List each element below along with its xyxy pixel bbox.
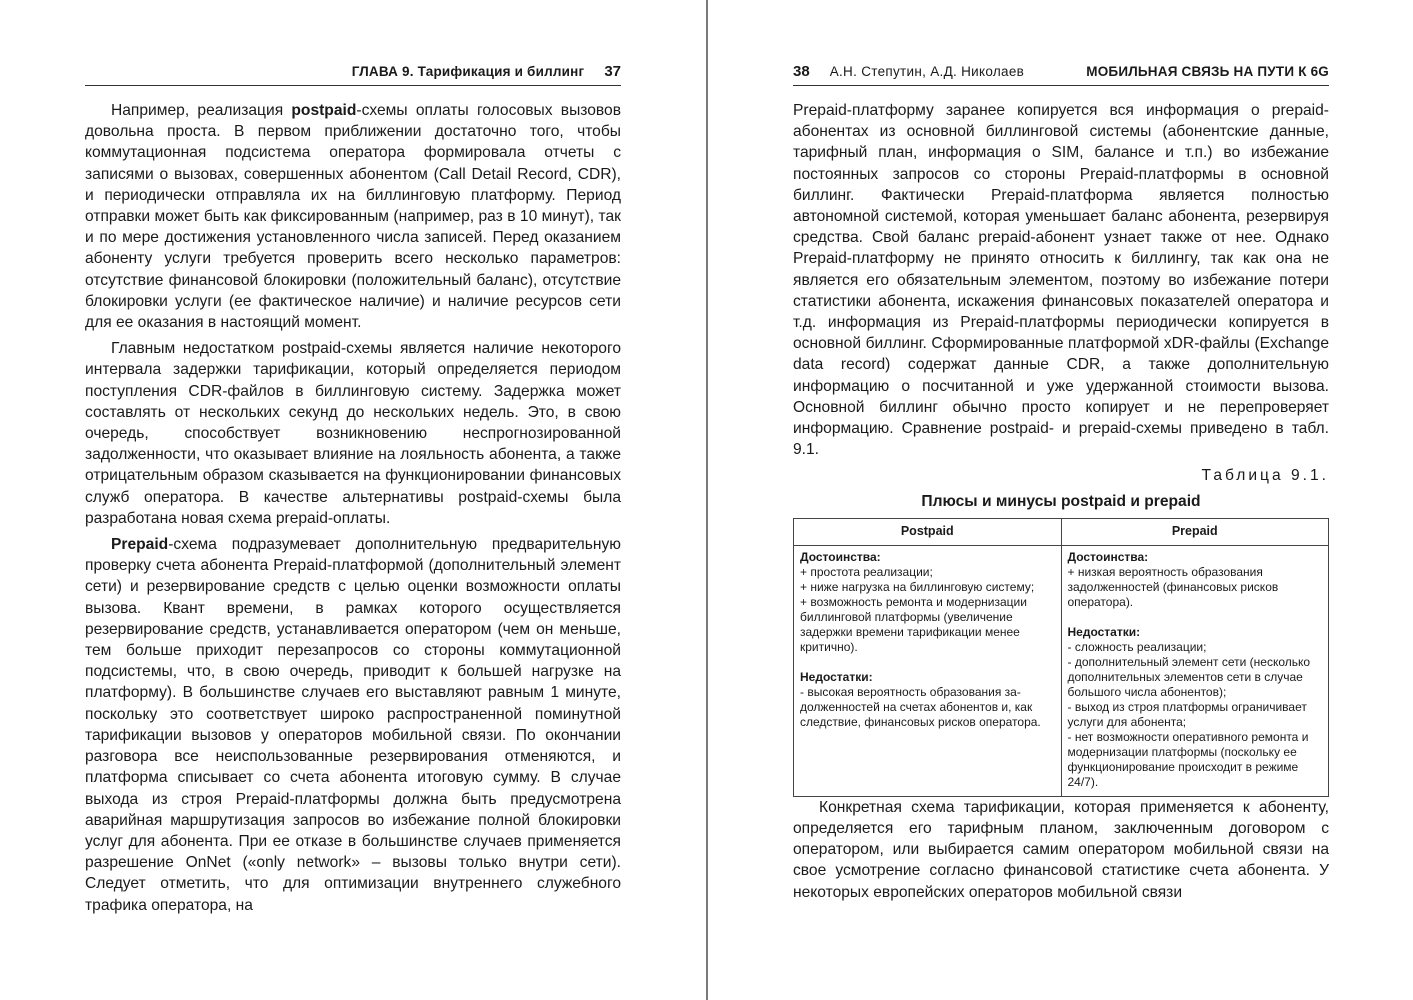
table-title: Плюсы и минусы postpaid и prepaid xyxy=(921,492,1201,510)
right-page-body xyxy=(793,100,1329,908)
column-header-postpaid: Postpaid xyxy=(794,518,1062,545)
paragraph-postpaid-drawback: Главным недостатком postpaid-схемы является наличие некоторого интервала задержки тарификации, который определяется периодом поступления CDR-файлов в биллинговую систему. Задержка может составлять от нескольких секунд до нескольких недель. Это, в свою очередь, способствует возникновению неспрогнозированной задолженности, что оказывает влияние на лояльность абонента, а также отрицательным образом сказывается на функционировании финансовых служб оператора. В качестве альтернативы postpaid-схемы была разработана новая схема prepaid-оплаты. xyxy=(85,340,621,527)
book-spine-divider xyxy=(706,0,708,1000)
paragraph-prepaid-platform: Prepaid-платформу заранее копируется вся информация о prepaid-абонентах из основной биллинговой системы (абонентские данные, тарифный план, информация о SIM, балансе и т.п.) во избежание постоянных запросов со стороны Prepaid-платформы в основной биллинг. Фактически Prepaid-платформа является полностью автономной системой, которая уменьшает баланс абонента, резервируя средства. Свой баланс prepaid-абонент узнает также от нее. Однако Prepaid-платформу не принято относить к биллингу, так как она не является его обязательным элементом, поэтому во избежание потери статистики абонента, искажения финансовых показателей оператора и т.д. информация из Prepaid-платформы периодически копируется в основной биллинг. Сформированные платформой xDR-файлы (Exchange data record) содержат данные CDR, а также дополнительную информацию о посчитанной и уже удержанной стоимости вызова. Основной биллинг обычно просто копирует и не перепроверяет информацию. Сравнение postpaid- и prepaid-схемы приведено в табл. 9.1. xyxy=(793,102,1329,459)
comparison-table xyxy=(793,518,1329,797)
table-header-row xyxy=(794,518,1329,545)
list-item: + ниже нагрузка на биллинговую систему; xyxy=(800,579,1035,594)
table-row xyxy=(794,545,1329,796)
list-item: - сложность реализации; xyxy=(1067,639,1207,654)
running-head-right xyxy=(793,63,1329,86)
cons-heading: Недостатки: xyxy=(1067,624,1141,639)
list-item: - выход из строя платформы ограничивает услуги для абонента; xyxy=(1067,699,1307,729)
list-item: + возможность ремонта и модернизации биллинговой платформы (увеличение задержки времени тарификации менее критично). xyxy=(800,594,1027,654)
authors: А.Н. Степутин, А.Д. Николаев xyxy=(829,64,1025,79)
chapter-title: ГЛАВА 9. Тарификация и биллинг xyxy=(351,64,585,79)
postpaid-cell xyxy=(794,545,1062,796)
running-head-left xyxy=(85,63,621,86)
page-number: 37 xyxy=(604,63,621,80)
page-number: 38 xyxy=(793,63,810,80)
pros-heading: Достоинства: xyxy=(800,549,881,564)
list-item: - высокая вероятность образования задолженностей на счетах абонентов и, как следствие, финансовых рисков оператора. xyxy=(800,684,1041,729)
list-item: - дополнительный элемент сети (несколько дополнительных элементов сети в случае большого числа абонентов); xyxy=(1067,654,1311,699)
column-header-prepaid: Prepaid xyxy=(1061,518,1329,545)
list-item: - нет возможности оперативного ремонта и модернизации платформы (поскольку ее функционирование происходит в режиме 24/7). xyxy=(1067,729,1309,789)
list-item: + простота реализации; xyxy=(800,564,933,579)
paragraph-prepaid-scheme: Prepaid-схема подразумевает дополнительную предварительную проверку счета абонента Prepaid-платформой (дополнительный элемент сети) и резервирование средств с целью оценки возможности оплаты вызова. Квант времени, в рамках которого осуществляется резервирование средств, устанавливается оператором (чем он меньше, тем больше приходит перезапросов со стороны коммутационной подсистемы, что, в свою очередь, приводит к большей нагрузке на платформу). В большинстве случаев его выставляют равным 1 минуте, поскольку это соответствует широко распространенной поминутной тарификации вызовов у операторов мобильной связи. По окончании разговора все неиспользованные резервирования отменяются, и платформа списывает со счета абонента итоговую сумму. В случае выхода из строя Prepaid-платформы должна быть предусмотрена аварийная маршрутизация запросов во избежание полной блокировки услуг для абонента. При ее отказе в большинстве случаев применяется разрешение OnNet («only network» – вызовы только внутри сети). Следует отметить, что для оптимизации внутреннего служебного трафика оператора, на xyxy=(85,536,621,914)
paragraph-tariff-scheme: Конкретная схема тарификации, которая применяется к абоненту, определяется его тарифным планом, заключенным договором с оператором, или выбирается самим оператором мобильной связи на свое усмотрение согласно финансовой статистике счета абонента. У некоторых европейских операторов мобильной связи xyxy=(793,798,1329,901)
book-title: МОБИЛЬНАЯ СВЯЗЬ НА ПУТИ К 6G xyxy=(1086,64,1329,79)
paragraph-postpaid-intro: Например, реализация postpaid-схемы оплаты голосовых вызовов довольна проста. В первом приближении достаточно того, чтобы коммутационная подсистема оператора формировала отчеты с записями о вызовах, совершенных абонентом (Call Detail Record, CDR), и периодически отправляла их на биллинговую платформу. Период отправки может быть как фиксированным (например, раз в 10 минут), так и по мере достижения установленного числа записей. Перед оказанием абоненту услуги требуется проверить всего несколько параметров: отсутствие финансовой блокировки (положительный баланс), отсутствие блокировки услуги (ее фактическое наличие) и наличие ресурсов сети для ее оказания в настоящий момент. xyxy=(85,102,621,332)
term-prepaid: Prepaid xyxy=(111,536,169,554)
table-label: Таблица 9.1. xyxy=(1201,467,1329,485)
prepaid-cell xyxy=(1061,545,1329,796)
pros-heading: Достоинства: xyxy=(1067,549,1149,564)
list-item: + низкая вероятность образования задолженностей (финансовых рисков оператора). xyxy=(1067,564,1279,609)
cons-heading: Недостатки: xyxy=(800,669,873,684)
term-postpaid: postpaid xyxy=(291,102,357,119)
left-page-body xyxy=(85,100,621,921)
